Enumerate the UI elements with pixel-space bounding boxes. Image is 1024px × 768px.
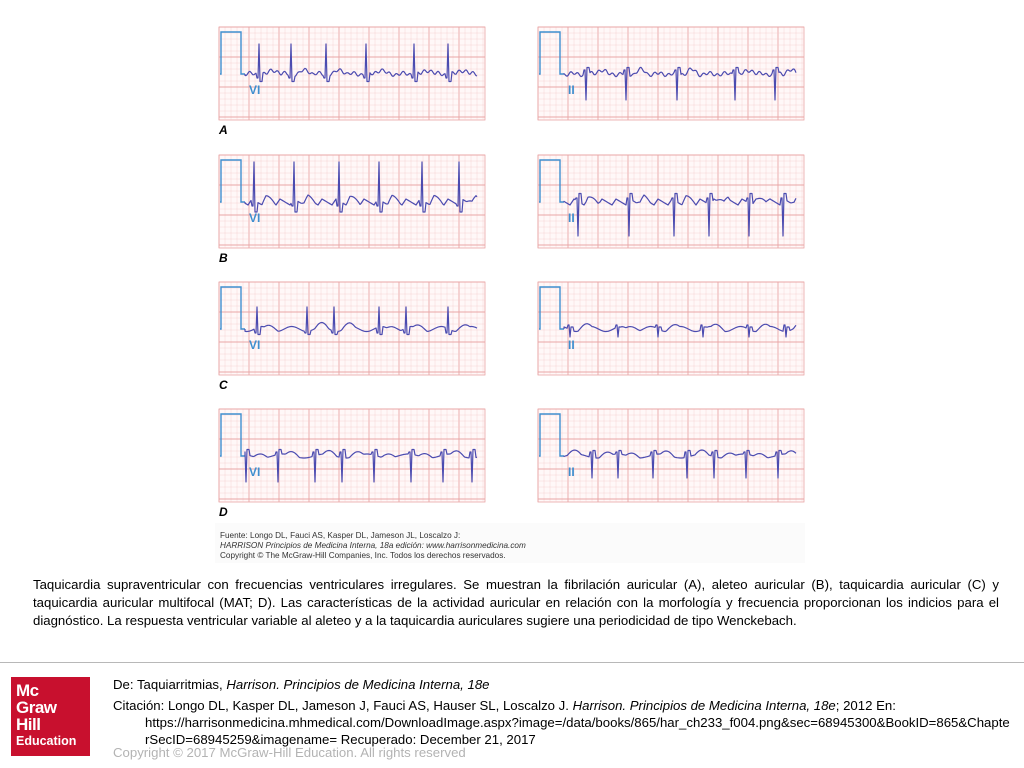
citation-url: https://harrisonmedicina.mhmedical.com/DownloadImage.aspx?image=/data/books/865/har_ch233_f004.png&sec=68945300&BookID=865&ChapterSecID=68945259&imagename= Recuperado: December 21, 2017 — [145, 715, 1010, 747]
lead-label: II — [568, 338, 575, 352]
panel-letter: A — [219, 123, 228, 137]
citation — [113, 697, 1011, 748]
from-prefix: De: Taquiarritmias, — [113, 677, 227, 692]
ecg-strip-p2-l1 — [538, 282, 804, 375]
panel-letter: C — [219, 378, 228, 392]
panel-letter: B — [219, 251, 228, 265]
logo-line-4: Education — [16, 734, 77, 748]
lead-label: VI — [249, 465, 261, 479]
citation-suffix: ; 2012 En: — [835, 698, 896, 713]
source-line: HARRISON Principios de Medicina Interna, 18a edición: www.harrisonmedicina.com — [220, 541, 526, 550]
lead-label: VI — [249, 83, 261, 97]
logo-line-2: Graw — [16, 698, 57, 717]
lead-label: II — [568, 83, 575, 97]
from-title: Harrison. Principios de Medicina Interna, 18e — [226, 677, 490, 692]
mcgraw-hill-logo — [11, 677, 90, 756]
copyright: Copyright © 2017 McGraw-Hill Education. All rights reserved — [113, 745, 466, 760]
lead-label: II — [568, 211, 575, 225]
ecg-strip-p1-l0 — [219, 155, 485, 248]
source-line: Fuente: Longo DL, Fauci AS, Kasper DL, Jameson JL, Loscalzo J: — [220, 531, 461, 540]
logo-line-1: Mc — [16, 681, 39, 700]
source-line: Copyright © The McGraw-Hill Companies, Inc. Todos los derechos reservados. — [220, 551, 506, 560]
source-from — [113, 677, 490, 692]
panel-letter: D — [219, 505, 228, 519]
citation-prefix: Citación: Longo DL, Kasper DL, Jameson J, Fauci AS, Hauser SL, Loscalzo J. — [113, 698, 573, 713]
figure-caption: Taquicardia supraventricular con frecuencias ventriculares irregulares. Se muestran la fibrilación auricular (A), aleteo auricular (B), taquicardia auricular (C) y taquicardia auricular multifocal (MAT; D). Las características de la actividad auricular en relación con la morfología y frecuencia proporcionan los indicios para el diagnóstico. La respuesta ventricular variable al aleteo y a la taquicardia auriculares sugiere una periodicidad de tipo Wenckebach. — [33, 577, 999, 628]
lead-label: II — [568, 465, 575, 479]
citation-title: Harrison. Principios de Medicina Interna, 18e — [572, 698, 836, 713]
logo-line-3: Hill — [16, 715, 41, 734]
lead-label: VI — [249, 211, 261, 225]
lead-label: VI — [249, 338, 261, 352]
footer-divider — [0, 662, 1024, 663]
